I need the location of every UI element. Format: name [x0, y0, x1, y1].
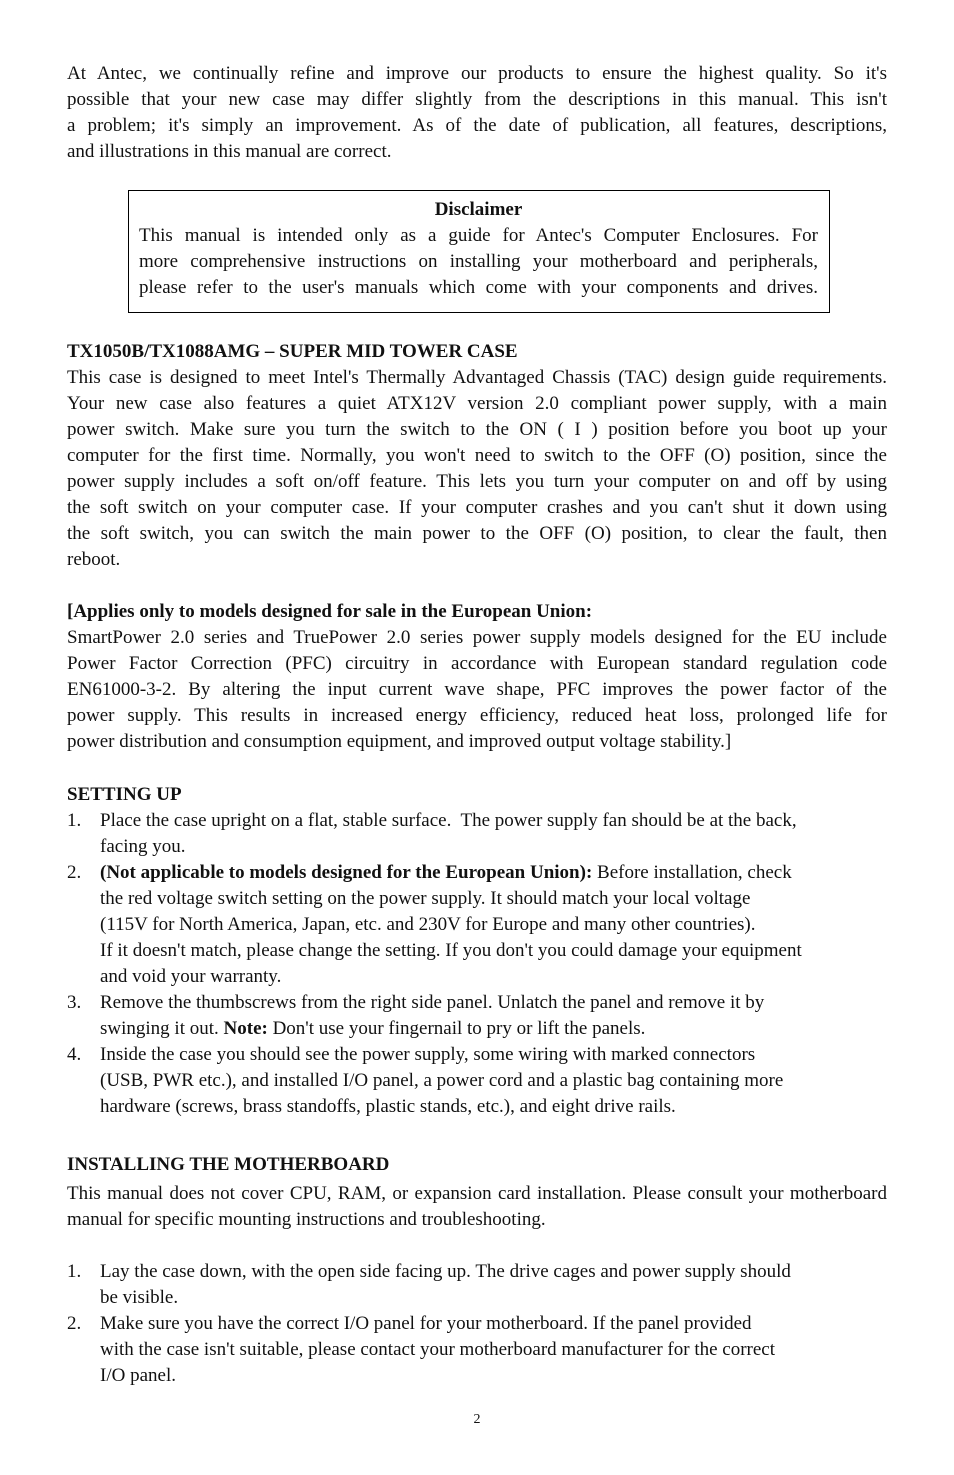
page-number: 2 [473, 1412, 481, 1427]
section-heading: [Applies only to models designed for sale in the European Union: [67, 601, 593, 622]
item-number: 2. [67, 1313, 82, 1334]
item-line: If it doesn't match, please change the setting. If you don't you could damage your equipment [100, 940, 802, 961]
paragraph-line: power switch. Make sure you turn the switch to the ON ( I ) position before you boot up your [67, 419, 887, 440]
paragraph-line: power distribution and consumption equipment, and improved output voltage stability.] [67, 731, 732, 752]
blank-line [67, 1233, 887, 1259]
list-item [67, 1042, 887, 1120]
item-line [100, 1016, 887, 1042]
intro-line: At Antec, we continually refine and improve our products to ensure the highest quality. So it's [67, 63, 887, 84]
paragraph-line: Your new case also features a quiet ATX12V version 2.0 compliant power supply, with a main [67, 393, 887, 414]
paragraph-line: manual for specific mounting instructions and troubleshooting. [67, 1209, 546, 1230]
item-line: hardware (screws, brass standoffs, plastic stands, etc.), and eight drive rails. [100, 1096, 676, 1117]
item-line: Remove the thumbscrews from the right side panel. Unlatch the panel and remove it by [100, 992, 765, 1013]
motherboard-section [67, 1152, 887, 1389]
item-line-text: swinging it out. [100, 1018, 224, 1039]
item-line: Inside the case you should see the power supply, some wiring with marked connectors [100, 1044, 756, 1065]
item-line: facing you. [100, 836, 186, 857]
item-number: 4. [67, 1044, 82, 1065]
item-line-text: Before installation, check [592, 862, 792, 883]
paragraph-line: SmartPower 2.0 series and TruePower 2.0 series power supply models designed for the EU include [67, 627, 887, 648]
item-line: Make sure you have the correct I/O panel for your motherboard. If the panel provided [100, 1313, 752, 1334]
item-number: 1. [67, 1261, 82, 1282]
intro-paragraph [67, 61, 887, 165]
item-line: (USB, PWR etc.), and installed I/O panel, a power cord and a plastic bag containing more [100, 1070, 784, 1091]
list-item [67, 990, 887, 1042]
list-item [67, 1311, 887, 1389]
section-heading: INSTALLING THE MOTHERBOARD [67, 1154, 390, 1175]
list-item [67, 1259, 887, 1311]
item-line [100, 860, 887, 886]
item-line: and void your warranty. [100, 966, 282, 987]
disclaimer-line: please refer to the user's manuals which come with your components and drives. [139, 277, 818, 298]
item-line: Place the case upright on a flat, stable surface. The power supply fan should be at the back, [100, 810, 797, 831]
item-line: Lay the case down, with the open side facing up. The drive cages and power supply should [100, 1261, 791, 1282]
paragraph-line: the soft switch, you can switch the main power to the OFF (O) position, to clear the fault, then [67, 523, 887, 544]
setting-up-section [67, 782, 887, 1120]
item-bold-lead: (Not applicable to models designed for the European Union): [100, 862, 593, 883]
section-heading: TX1050B/TX1088AMG – SUPER MID TOWER CASE [67, 341, 518, 362]
item-line: I/O panel. [100, 1365, 176, 1386]
item-number: 3. [67, 992, 82, 1013]
paragraph-line: This manual does not cover CPU, RAM, or expansion card installation. Please consult your motherboard [67, 1183, 887, 1204]
paragraph-line: Power Factor Correction (PFC) circuitry in accordance with European standard regulation code [67, 653, 887, 674]
note-label: Note: [223, 1018, 268, 1039]
paragraph-line: EN61000-3-2. By altering the input current wave shape, PFC improves the power factor of the [67, 679, 887, 700]
list-item [67, 808, 887, 860]
item-line: the red voltage switch setting on the power supply. It should match your local voltage [100, 888, 751, 909]
disclaimer-line: more comprehensive instructions on installing your motherboard and peripherals, [139, 251, 818, 272]
item-line: be visible. [100, 1287, 179, 1308]
paragraph-line: computer for the first time. Normally, you won't need to switch to the OFF (O) position, since the [67, 445, 887, 466]
item-number: 2. [67, 862, 82, 883]
paragraph-line: power supply includes a soft on/off feature. This lets you turn your computer on and off by using [67, 471, 887, 492]
section-heading: SETTING UP [67, 784, 182, 805]
disclaimer-box [128, 190, 830, 313]
intro-line: a problem; it's simply an improvement. As of the date of publication, all features, descriptions, [67, 115, 887, 136]
item-line: with the case isn't suitable, please contact your motherboard manufacturer for the correct [100, 1339, 776, 1360]
list-item [67, 860, 887, 990]
intro-line: and illustrations in this manual are correct. [67, 141, 392, 162]
note-text: Don't use your fingernail to pry or lift the panels. [267, 1018, 646, 1039]
paragraph-line: the soft switch on your computer case. If your computer crashes and you can't shut it down using [67, 497, 887, 518]
paragraph-line: This case is designed to meet Intel's Thermally Advantaged Chassis (TAC) design guide requirements. [67, 367, 887, 388]
intro-line: possible that your new case may differ slightly from the descriptions in this manual. This isn't [67, 89, 887, 110]
paragraph-line: power supply. This results in increased energy efficiency, reduced heat loss, prolonged life for [67, 705, 887, 726]
item-number: 1. [67, 810, 82, 831]
paragraph-line: reboot. [67, 549, 121, 570]
disclaimer-title: Disclaimer [434, 199, 523, 220]
eu-section [67, 599, 887, 755]
item-line: (115V for North America, Japan, etc. and 230V for Europe and many other countries). [100, 914, 756, 935]
case-section [67, 339, 887, 573]
disclaimer-line: This manual is intended only as a guide for Antec's Computer Enclosures. For [139, 225, 818, 246]
